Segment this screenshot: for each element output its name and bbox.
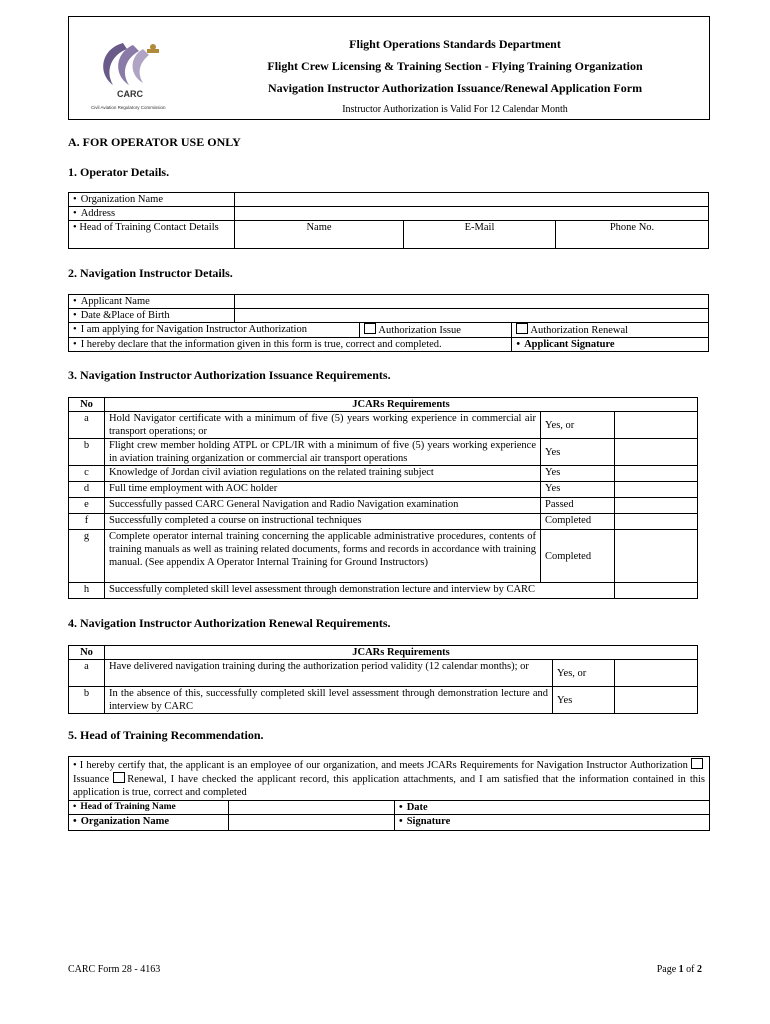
table-row-status: Yes, or: [553, 660, 615, 687]
applicant-name-field[interactable]: [235, 295, 709, 309]
table-row-status: Yes: [541, 466, 615, 482]
table-row-no: f: [69, 514, 105, 530]
table-row-no: g: [69, 530, 105, 583]
table-row-req: Successfully completed a course on instructional techniques: [105, 514, 541, 530]
svg-text:CARC: CARC: [117, 89, 143, 99]
head-contact-cell: • Head of Training Contact Details: [69, 221, 235, 249]
table-row-req: Flight crew member holding ATPL or CPL/IR with a minimum of five (5) years working experience in aviation training organization or commercial air transport operations: [105, 439, 541, 466]
table-row-check[interactable]: [615, 466, 698, 482]
issuance-requirements-table: [68, 397, 698, 599]
instructor-details-table: [68, 294, 709, 352]
table-row-no: c: [69, 466, 105, 482]
table-row-no: e: [69, 498, 105, 514]
table-row-status: Yes: [541, 439, 615, 466]
col-phone-label: Phone No.: [609, 222, 655, 233]
col-name-label: Name: [306, 222, 332, 233]
validity-note: Instructor Authorization is Valid For 12 Calendar Month: [342, 104, 568, 115]
issue-checkbox[interactable]: [364, 323, 376, 334]
table-row-status: Yes: [541, 482, 615, 498]
renewal-heading: 4. Navigation Instructor Authorization Renewal Requirements.: [68, 616, 391, 630]
table-row-req: Successfully passed CARC General Navigation and Radio Navigation examination: [105, 498, 541, 514]
table-row-status: Yes: [553, 687, 615, 714]
table-row-check[interactable]: [615, 498, 698, 514]
issuance-col-req: JCARs Requirements: [105, 398, 698, 412]
recommendation-heading: 5. Head of Training Recommendation.: [68, 728, 264, 742]
table-row-status: Passed: [541, 498, 615, 514]
table-row-check[interactable]: [615, 412, 698, 439]
table-row-req: Full time employment with AOC holder: [105, 482, 541, 498]
renewal-requirements-table: [68, 645, 698, 714]
table-row-check[interactable]: [615, 530, 698, 583]
carc-swirl-icon: [83, 35, 179, 113]
table-row-status: Yes, or: [541, 412, 615, 439]
issuance-col-no: No: [69, 398, 105, 412]
table-row-check[interactable]: [615, 514, 698, 530]
renewal-label: Authorization Renewal: [530, 325, 629, 336]
carc-logo: [83, 35, 179, 113]
applicant-name-label: • Applicant Name: [69, 295, 235, 309]
department-title: Flight Operations Standards Department: [349, 37, 561, 51]
table-row-req: Hold Navigator certificate with a minimum of five (5) years working experience in commercial air transport operations; or: [105, 412, 541, 439]
issue-label: Authorization Issue: [378, 325, 461, 336]
applicant-signature-field[interactable]: • Applicant Signature: [512, 338, 709, 352]
renewal-checkbox[interactable]: [113, 772, 125, 783]
dob-label: • Date &Place of Birth: [69, 309, 235, 323]
head-name-field[interactable]: [229, 801, 395, 815]
form-title: Navigation Instructor Authorization Issuance/Renewal Application Form: [267, 81, 643, 95]
date-field[interactable]: • Date: [395, 801, 710, 815]
org-name-rec-field[interactable]: [229, 815, 395, 831]
recommendation-table: [68, 756, 710, 831]
renewal-col-no: No: [69, 646, 105, 660]
table-row-check[interactable]: [615, 439, 698, 466]
declaration-text: • I hereby declare that the information given in this form is true, correct and completed.: [69, 338, 512, 352]
contact-phone-field[interactable]: [556, 221, 709, 249]
table-row-check[interactable]: [615, 583, 698, 599]
table-row-status: Completed: [541, 530, 615, 583]
table-row-check[interactable]: [615, 482, 698, 498]
table-row-status: Completed: [541, 514, 615, 530]
org-name-field[interactable]: [235, 193, 709, 207]
section-title: Flight Crew Licensing & Training Section - Flying Training Organization: [267, 59, 643, 73]
table-row-no: b: [69, 439, 105, 466]
renewal-option[interactable]: [512, 323, 709, 338]
head-name-label: • Head of Training Name: [69, 801, 229, 815]
signature-field[interactable]: • Signature: [395, 815, 710, 831]
svg-text:Civil Aviation Regulatory Comm: Civil Aviation Regulatory Commission: [91, 105, 166, 110]
table-row-req: Knowledge of Jordan civil aviation regulations on the related training subject: [105, 466, 541, 482]
renewal-col-req: JCARs Requirements: [105, 646, 698, 660]
table-row-no: a: [69, 412, 105, 439]
instructor-details-heading: 2. Navigation Instructor Details.: [68, 266, 233, 280]
table-row-req: Have delivered navigation training during the authorization period validity (12 calendar months); or: [105, 660, 553, 687]
issue-option[interactable]: [360, 323, 512, 338]
contact-name-field[interactable]: [235, 221, 404, 249]
table-row-check[interactable]: [615, 660, 698, 687]
org-name-rec-label: • Organization Name: [69, 815, 229, 831]
head-contact-label: Head of Training Contact Details: [79, 222, 219, 233]
col-email-label: E-Mail: [464, 222, 495, 233]
org-name-label: • Organization Name: [69, 193, 235, 207]
address-field[interactable]: [235, 207, 709, 221]
renewal-checkbox[interactable]: [516, 323, 528, 334]
form-header: [68, 16, 710, 120]
section-a-heading: A. FOR OPERATOR USE ONLY: [68, 135, 241, 149]
table-row-req: Complete operator internal training concerning the applicable administrative procedures, contents of training manuals as well as training related documents, forms and records in accordance with training manual. (See appendix A Operator Internal Training for Ground Instructors): [105, 530, 541, 583]
table-row-req: In the absence of this, successfully completed skill level assessment through demonstration lecture and interview by CARC: [105, 687, 553, 714]
form-number: CARC Form 28 - 4163: [68, 964, 161, 975]
operator-details-table: [68, 192, 709, 249]
address-label: • Address: [69, 207, 235, 221]
table-row-no: d: [69, 482, 105, 498]
contact-email-field[interactable]: [404, 221, 556, 249]
table-row-no: b: [69, 687, 105, 714]
operator-details-heading: 1. Operator Details.: [68, 165, 170, 179]
dob-field[interactable]: [235, 309, 709, 323]
table-row-req: Successfully completed skill level assessment through demonstration lecture and interview by CARC: [105, 583, 615, 599]
table-row-no: h: [69, 583, 105, 599]
issuance-heading: 3. Navigation Instructor Authorization Issuance Requirements.: [68, 368, 391, 382]
table-row-no: a: [69, 660, 105, 687]
applying-label: • I am applying for Navigation Instructor Authorization: [69, 323, 360, 338]
issuance-checkbox[interactable]: [691, 758, 703, 769]
table-row-check[interactable]: [615, 687, 698, 714]
certification-text: • I hereby certify that, the applicant is an employee of our organization, and meets JCARs Requirements for Navigation Instructor Authorization Issuance Renewal, I have checked the applicant record, this application attachments, and I am satisfied that the information contained in this application is true, correct and completed: [69, 757, 710, 801]
page-number: Page 1 of 2: [656, 964, 702, 975]
